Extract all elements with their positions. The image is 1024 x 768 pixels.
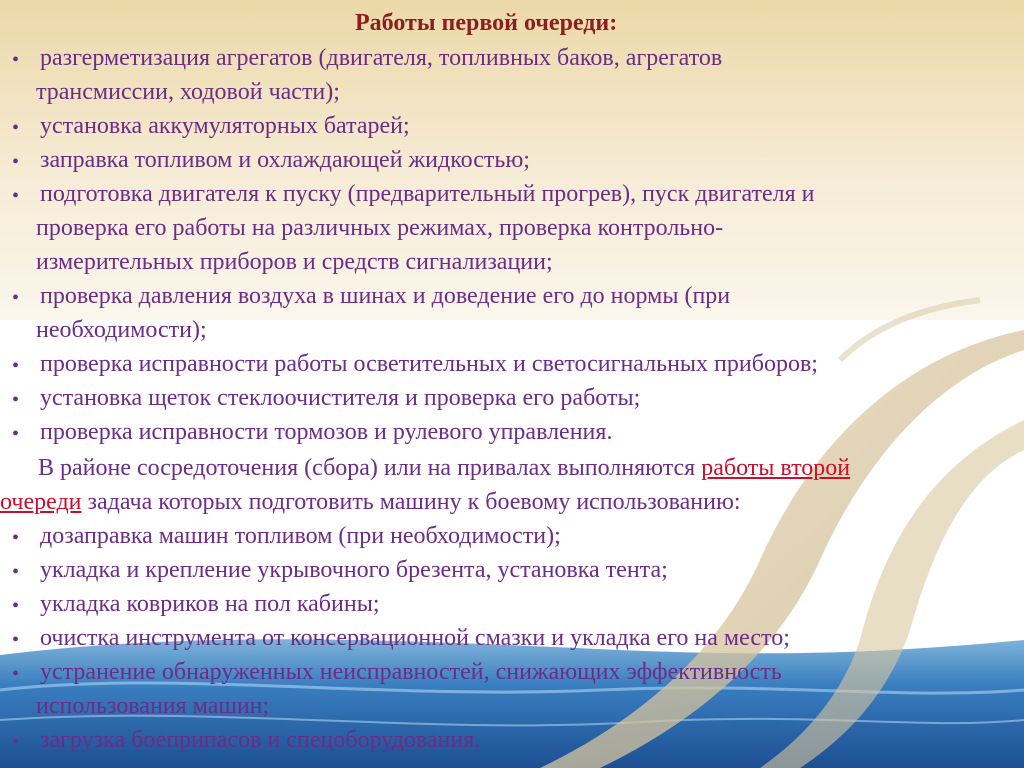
paragraph-line-1 — [38, 452, 850, 486]
bullet-dot: • — [12, 663, 20, 685]
second-stage-link-part-1[interactable]: работы второй — [701, 455, 851, 481]
list-item-4-line-3: измерительных приборов и средств сигнализации; — [36, 249, 553, 275]
bullet-dot: • — [12, 595, 20, 617]
bullet-dot: • — [12, 389, 20, 411]
list-item-9: дозаправка машин топливом (при необходимости); — [40, 523, 561, 549]
paragraph-text: В районе сосредоточения (сбора) или на привалах выполняются — [38, 455, 702, 481]
bullet-dot: • — [12, 117, 20, 139]
list-item-2: установка аккумуляторных батарей; — [40, 113, 410, 139]
bullet-dot: • — [12, 629, 20, 651]
paragraph-text: задача которых подготовить машину к боевому использованию: — [81, 489, 741, 515]
list-item-1-line-1: разгерметизация агрегатов (двигателя, топливных баков, агрегатов — [40, 45, 723, 71]
list-item-12: очистка инструмента от консервационной смазки и укладка его на место; — [40, 625, 790, 651]
bullet-dot: • — [12, 731, 20, 753]
second-stage-link-part-2[interactable]: очереди — [0, 489, 82, 515]
bullet-dot: • — [12, 561, 20, 583]
bullet-dot: • — [12, 151, 20, 173]
slide-title: Работы первой очереди: — [355, 10, 618, 36]
bullet-dot: • — [12, 185, 20, 207]
list-item-8: проверка исправности тормозов и рулевого управления. — [40, 419, 613, 445]
list-item-3: заправка топливом и охлаждающей жидкостью; — [40, 147, 530, 173]
paragraph-line-2 — [0, 486, 741, 520]
bullet-dot: • — [12, 355, 20, 377]
bullet-dot: • — [12, 287, 20, 309]
bullet-dot: • — [12, 527, 20, 549]
list-item-10: укладка и крепление укрывочного брезента, установка тента; — [40, 557, 668, 583]
list-item-4-line-1: подготовка двигателя к пуску (предварительный прогрев), пуск двигателя и — [40, 181, 815, 207]
list-item-14: загрузка боеприпасов и спецоборудования. — [40, 727, 481, 753]
list-item-11: укладка ковриков на пол кабины; — [40, 591, 380, 617]
bullet-dot: • — [12, 49, 20, 71]
list-item-5-line-2: необходимости); — [36, 317, 207, 343]
bullet-dot: • — [12, 423, 20, 445]
list-item-1-line-2: трансмиссии, ходовой части); — [36, 79, 340, 105]
list-item-6: проверка исправности работы осветительных и светосигнальных приборов; — [40, 351, 818, 377]
list-item-7: установка щеток стеклоочистителя и проверка его работы; — [40, 385, 641, 411]
list-item-13-line-1: устранение обнаруженных неисправностей, снижающих эффективность — [40, 659, 782, 685]
list-item-5-line-1: проверка давления воздуха в шинах и доведение его до нормы (при — [40, 283, 731, 309]
list-item-4-line-2: проверка его работы на различных режимах, проверка контрольно- — [36, 215, 724, 241]
list-item-13-line-2: использования машин; — [36, 693, 270, 719]
